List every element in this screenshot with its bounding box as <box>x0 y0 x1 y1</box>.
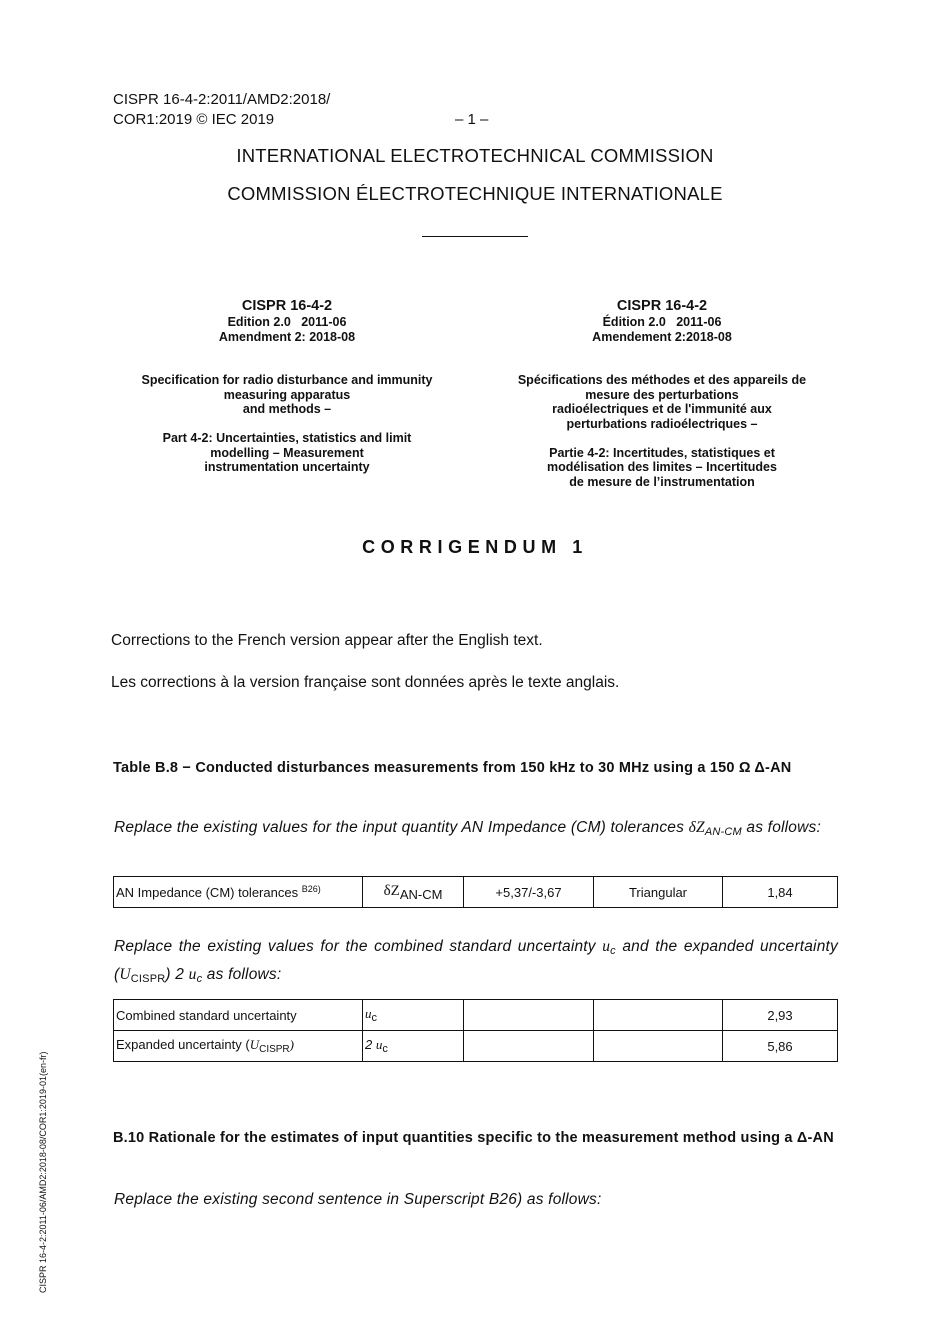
instruction-2-U: U <box>119 966 131 983</box>
french-part-line: modélisation des limites – Incertitudes <box>547 460 777 475</box>
table-uncertainty-summary <box>113 999 838 1062</box>
table-cell-symbol <box>363 877 464 908</box>
english-standard-number: CISPR 16-4-2 <box>241 298 333 314</box>
french-title <box>482 373 842 431</box>
symbol-sub: c <box>382 1043 388 1055</box>
quantity-symbol: U <box>249 1037 260 1052</box>
quantity-label: AN Impedance (CM) tolerances <box>116 885 299 900</box>
table-cell-uncertainty: 2,93 <box>723 1000 838 1031</box>
french-part-line: Partie 4-2: Incertitudes, statistiques et <box>549 445 775 460</box>
english-title <box>107 373 467 417</box>
section-heading-b10: B.10 Rationale for the estimates of input quantities specific to the measurement method using a Δ-AN <box>113 1130 834 1146</box>
instruction-2-tail: as follows: <box>206 966 282 983</box>
french-title-line: radioélectriques et de l'immunité aux <box>552 402 772 417</box>
english-part-line: instrumentation uncertainty <box>204 460 370 475</box>
document-reference-line-2: COR1:2019 © IEC 2019 <box>113 111 275 128</box>
quantity-label-end: ) <box>289 1037 294 1052</box>
french-part-line: de mesure de l’instrumentation <box>569 474 755 489</box>
english-amendment: Amendment 2: 2018-08 <box>218 329 356 344</box>
quantity-symbol-sub: CISPR <box>259 1044 290 1055</box>
quantity-label: Expanded uncertainty ( <box>116 1037 250 1052</box>
footnote-ref: B26) <box>301 884 321 894</box>
symbol: u <box>375 1037 383 1052</box>
instruction-2-symbol: u <box>602 938 611 955</box>
table-cell-empty <box>464 1031 594 1062</box>
symbol-prefix: 2 <box>365 1037 376 1052</box>
english-title-line: measuring apparatus <box>223 387 351 402</box>
instruction-2-text-b: and the expanded uncertainty ( <box>114 938 838 983</box>
symbol: δZ <box>383 882 400 899</box>
intro-english: Corrections to the French version appear after the English text. <box>111 632 543 649</box>
french-standard-number: CISPR 16-4-2 <box>616 298 708 314</box>
document-reference-line-1: CISPR 16-4-2:2011/AMD2:2018/ <box>113 91 331 108</box>
symbol-sub: AN-CM <box>399 886 443 902</box>
english-title-line: and methods – <box>242 402 332 417</box>
english-part-title <box>107 431 467 475</box>
intro-french: Les corrections à la version française sont données après le texte anglais. <box>111 674 620 691</box>
table-cell-uncertainty: 5,86 <box>723 1031 838 1062</box>
english-part-line: Part 4-2: Uncertainties, statistics and limit <box>162 430 412 445</box>
table-cell-empty <box>464 1000 594 1031</box>
instruction-2-text-c: ) 2 <box>165 966 185 983</box>
table-cell-quantity: Combined standard uncertainty <box>114 1000 363 1031</box>
table-an-impedance <box>113 876 838 908</box>
french-part-title <box>482 446 842 490</box>
symbol-sub: c <box>371 1012 377 1024</box>
english-column <box>107 297 467 475</box>
organization-name-en: INTERNATIONAL ELECTROTECHNICAL COMMISSION <box>236 145 714 166</box>
instruction-2-symbol-sub: c <box>610 945 616 957</box>
table-row <box>114 1031 838 1062</box>
instruction-3: Replace the existing second sentence in Superscript B26) as follows: <box>114 1191 602 1208</box>
instruction-2-U-sub: CISPR <box>130 973 166 985</box>
instruction-2-text: Replace the existing values for the combined standard uncertainty <box>114 938 596 955</box>
table-cell-symbol <box>363 1000 464 1031</box>
table-cell-value: +5,37/-3,67 <box>464 877 594 908</box>
french-amendment: Amendement 2:2018-08 <box>592 329 732 344</box>
table-row <box>114 1000 838 1031</box>
instruction-1 <box>114 816 838 844</box>
instruction-1-symbol-sub: AN-CM <box>704 826 742 838</box>
english-edition: Edition 2.0 2011-06 <box>227 315 347 329</box>
instruction-1-symbol: δZ <box>688 819 705 836</box>
english-title-line: Specification for radio disturbance and immunity <box>141 373 433 388</box>
english-part-line: modelling – Measurement <box>210 445 364 460</box>
table-cell-quantity <box>114 877 363 908</box>
french-column <box>482 297 842 489</box>
instruction-1-text: Replace the existing values for the input quantity AN Impedance (CM) tolerances <box>114 819 685 836</box>
table-cell-distribution: Triangular <box>594 877 723 908</box>
instruction-2 <box>114 935 838 991</box>
page-number: – 1 – <box>455 111 489 128</box>
instruction-2-symbol: u <box>188 966 197 983</box>
table-cell-empty <box>594 1000 723 1031</box>
table-cell-symbol <box>363 1031 464 1062</box>
table-cell-quantity <box>114 1031 363 1062</box>
french-title-line: perturbations radioélectriques – <box>566 416 758 431</box>
french-title-line: mesure des perturbations <box>585 387 739 402</box>
corrigendum-title: CORRIGENDUM 1 <box>362 537 588 557</box>
section-heading-table-b8: Table B.8 − Conducted disturbances measurements from 150 kHz to 30 MHz using a 150 Ω Δ-AN <box>113 760 792 776</box>
instruction-2-symbol-sub: c <box>196 973 203 985</box>
symbol: u <box>365 1006 372 1021</box>
table-cell-empty <box>594 1031 723 1062</box>
french-edition: Édition 2.0 2011-06 <box>602 315 722 329</box>
organization-name-fr: COMMISSION ÉLECTROTECHNIQUE INTERNATIONALE <box>227 183 723 204</box>
header-divider <box>422 236 528 237</box>
table-cell-uncertainty: 1,84 <box>723 877 838 908</box>
side-document-reference: CISPR 16-4-2:2011-06/AMD2:2018-08/COR1:2019-01(en-fr) <box>38 1051 48 1293</box>
instruction-1-tail: as follows: <box>746 819 821 836</box>
table-row <box>114 877 838 908</box>
french-title-line: Spécifications des méthodes et des appareils de <box>517 373 807 388</box>
